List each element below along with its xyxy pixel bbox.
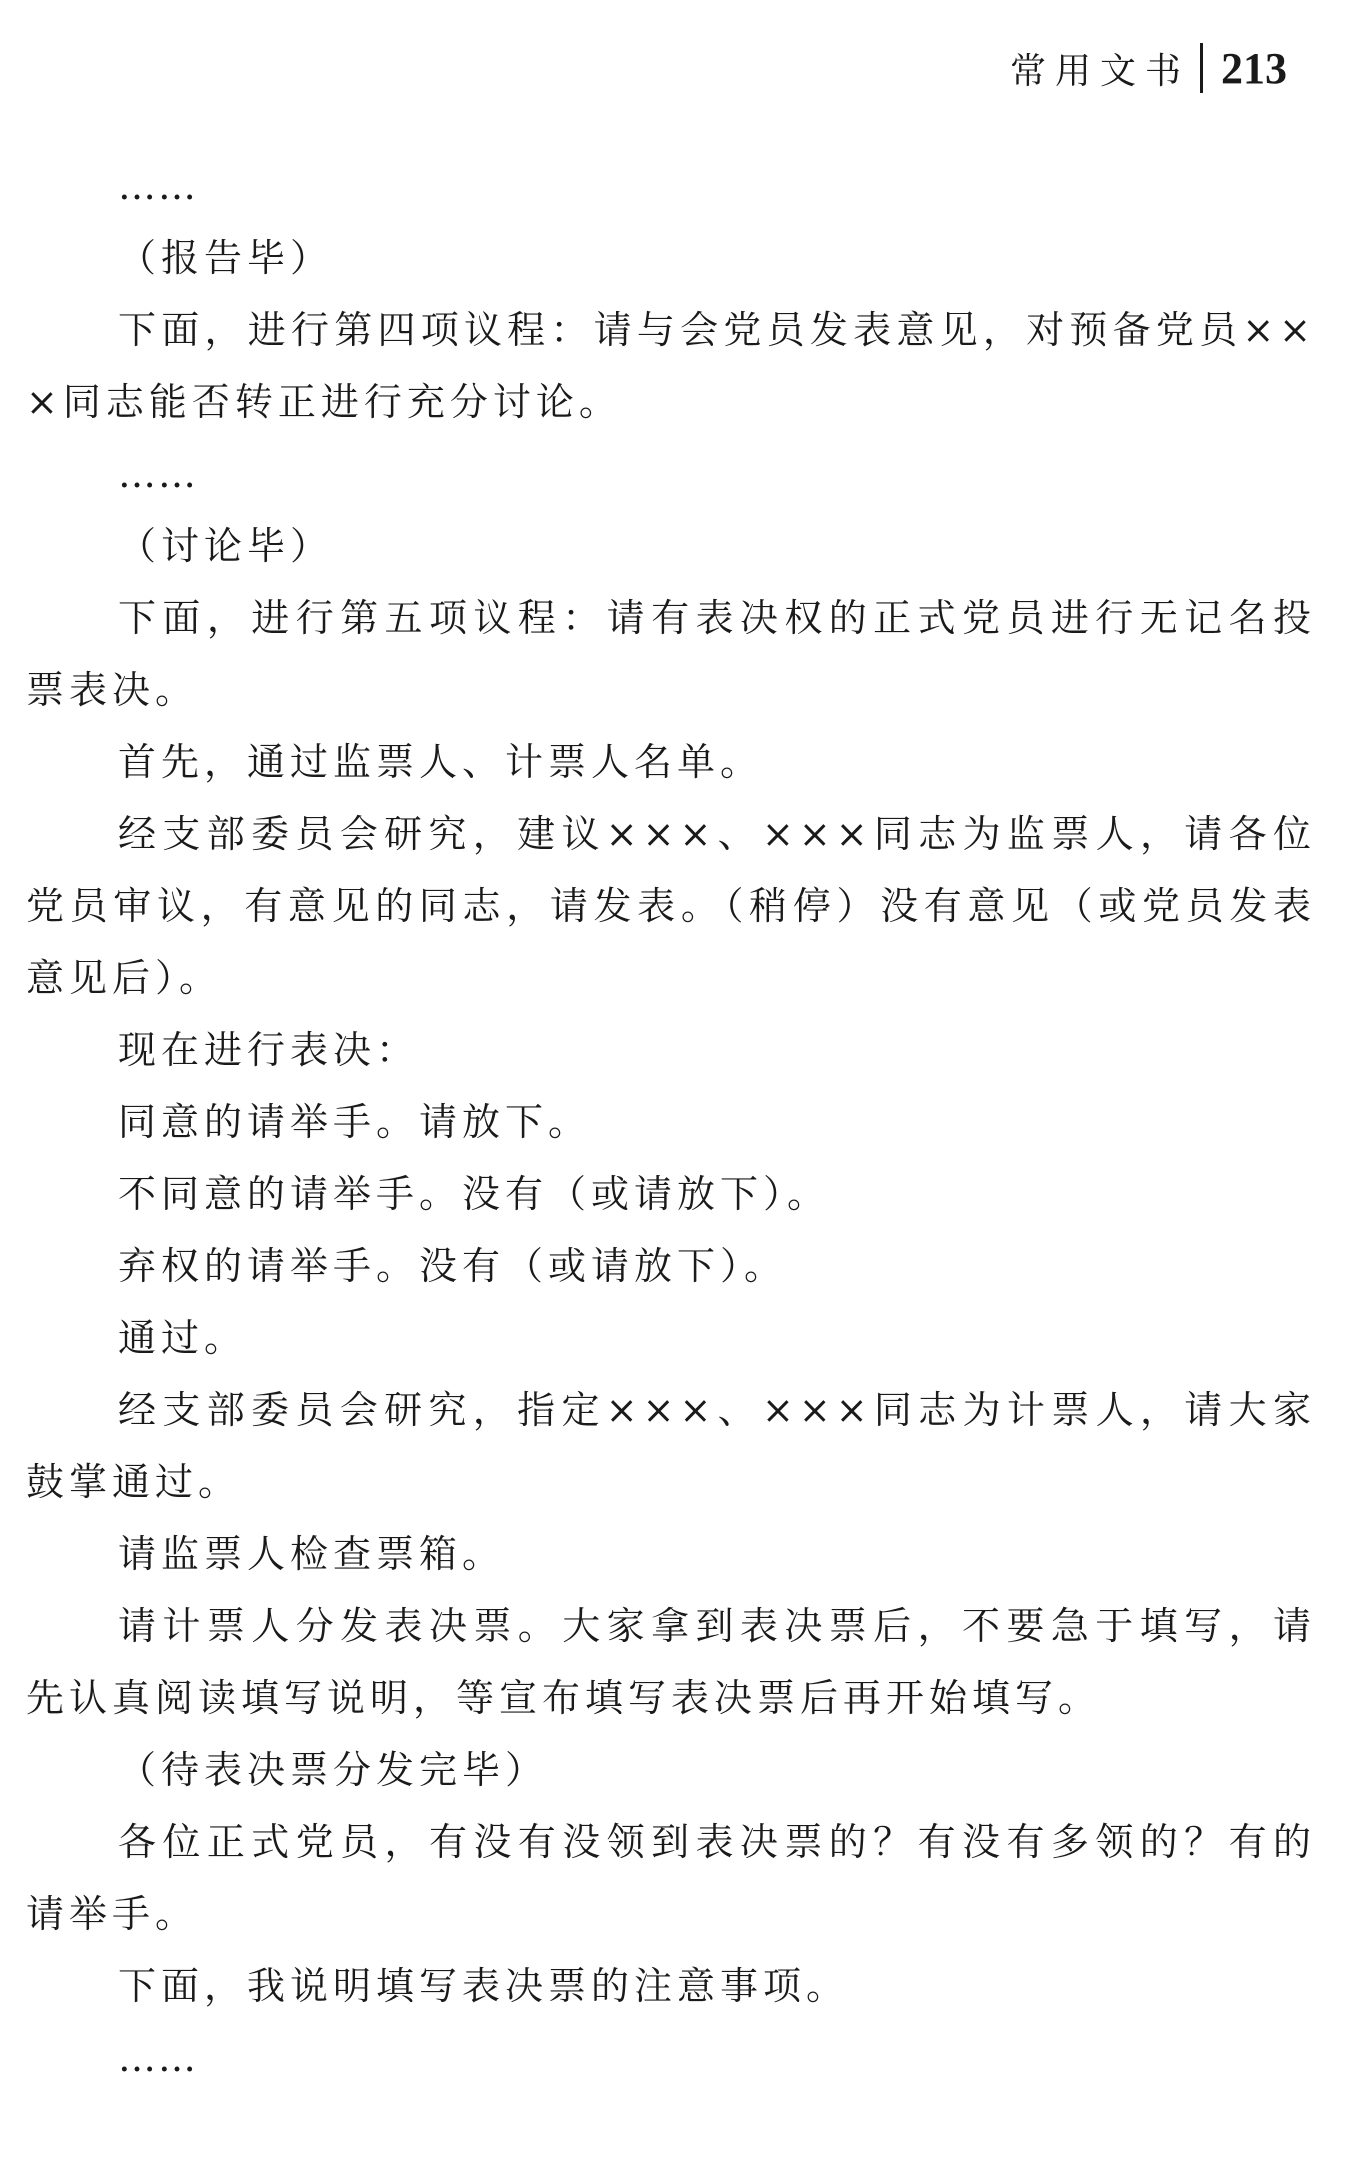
paragraph-abstain: 弃权的请举手。没有（或请放下）。 bbox=[118, 1244, 788, 1288]
paragraph-instructions: 下面，我说明填写表决票的注意事项。 bbox=[118, 1964, 850, 2008]
paragraph-discussion-done: （讨论毕） bbox=[118, 524, 334, 568]
paragraph-ellipsis: …… bbox=[118, 2036, 198, 2080]
paragraph-agenda-four: 下面，进行第四项议程：请与会党员发表意见，对预备党员×××同志能否转正进行充分讨论。 bbox=[26, 308, 1316, 424]
header-divider bbox=[1200, 43, 1203, 93]
running-header bbox=[1010, 38, 1287, 98]
page-number: 213 bbox=[1221, 43, 1287, 93]
paragraph-report-done: （报告毕） bbox=[118, 236, 334, 280]
paragraph-teller-list: 首先，通过监票人、计票人名单。 bbox=[118, 740, 764, 784]
paragraph-agenda-five: 下面，进行第五项议程：请有表决权的正式党员进行无记名投票表决。 bbox=[26, 596, 1316, 712]
paragraph-vote-now: 现在进行表决： bbox=[118, 1028, 420, 1072]
paragraph-check-box: 请监票人检查票箱。 bbox=[118, 1532, 506, 1576]
section-title: 常用文书 bbox=[1009, 50, 1190, 92]
paragraph-passed: 通过。 bbox=[118, 1316, 248, 1360]
paragraph-counter-proposal: 经支部委员会研究，指定×××、×××同志为计票人，请大家鼓掌通过。 bbox=[26, 1388, 1316, 1504]
paragraph-ellipsis: …… bbox=[118, 164, 198, 208]
paragraph-agree: 同意的请举手。请放下。 bbox=[118, 1100, 592, 1144]
paragraph-ellipsis: …… bbox=[118, 452, 198, 496]
paragraph-ballot-check: 各位正式党员，有没有没领到表决票的？有没有多领的？有的请举手。 bbox=[26, 1820, 1316, 1936]
paragraph-disagree: 不同意的请举手。没有（或请放下）。 bbox=[118, 1172, 831, 1216]
body-text bbox=[26, 150, 1316, 2094]
paragraph-monitor-proposal: 经支部委员会研究，建议×××、×××同志为监票人，请各位党员审议，有意见的同志，请发表。（稍停）没有意见（或党员发表意见后）。 bbox=[26, 812, 1316, 1000]
paragraph-distribute-ballots: 请计票人分发表决票。大家拿到表决票后，不要急于填写，请先认真阅读填写说明，等宣布填写表决票后再开始填写。 bbox=[26, 1604, 1316, 1720]
paragraph-distribution-done: （待表决票分发完毕） bbox=[118, 1748, 549, 1792]
